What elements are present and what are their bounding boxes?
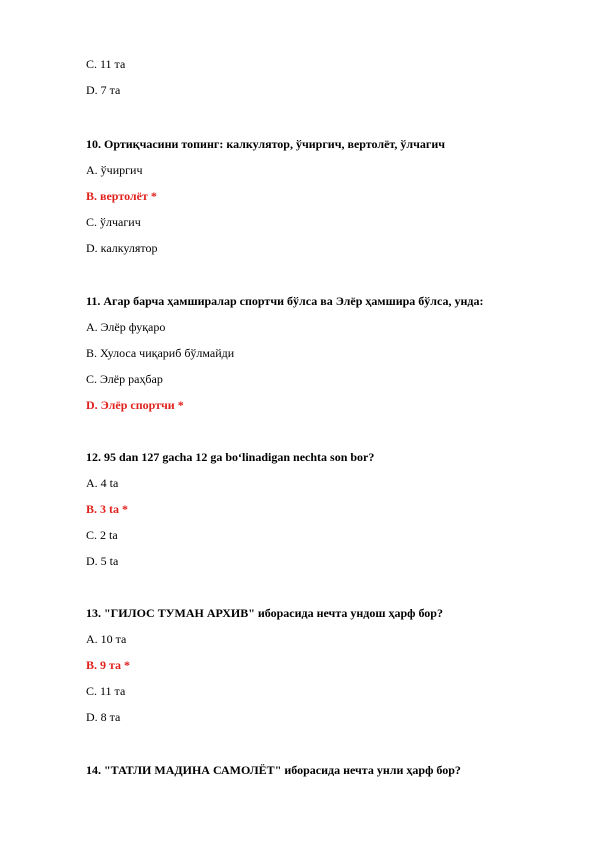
option-item: D. 5 ta (86, 554, 119, 568)
option-item: A. ўчиргич (86, 163, 143, 177)
correct-option: B. 9 та * (86, 658, 131, 672)
option-item: A. Элёр фуқаро (86, 320, 166, 334)
question-title: 13. "ГИЛОС ТУМАН АРХИВ" иборасида нечта ундош ҳарф бор? (86, 606, 443, 620)
option-item: C. 11 та (86, 57, 126, 71)
question-title: 12. 95 dan 127 gacha 12 ga bo‘linadigan nechta son bor? (86, 450, 375, 464)
question-title: 11. Агар барча ҳамширалар спортчи бўлса ва Элёр ҳамшира бўлса, унда: (86, 294, 484, 308)
option-item: C. Элёр раҳбар (86, 372, 163, 386)
correct-option: D. Элёр спортчи * (86, 398, 184, 412)
option-item: B. Хулоса чиқариб бўлмайди (86, 346, 235, 360)
option-item: C. ўлчагич (86, 215, 141, 229)
option-item: C. 2 ta (86, 528, 118, 542)
correct-option: B. вертолёт * (86, 189, 157, 203)
correct-option: B. 3 ta * (86, 502, 128, 516)
option-item: A. 10 та (86, 632, 127, 646)
option-item: D. калкулятор (86, 241, 158, 255)
option-item: A. 4 ta (86, 476, 119, 490)
option-item: D. 7 та (86, 83, 121, 97)
option-item: C. 11 та (86, 684, 126, 698)
option-item: D. 8 та (86, 710, 121, 724)
question-title: 10. Ортиқчасини топинг: калкулятор, ўчиргич, вертолёт, ўлчагич (86, 137, 446, 151)
question-title: 14. "ТАТЛИ МАДИНА САМОЛЁТ" иборасида нечта унли ҳарф бор? (86, 763, 461, 777)
